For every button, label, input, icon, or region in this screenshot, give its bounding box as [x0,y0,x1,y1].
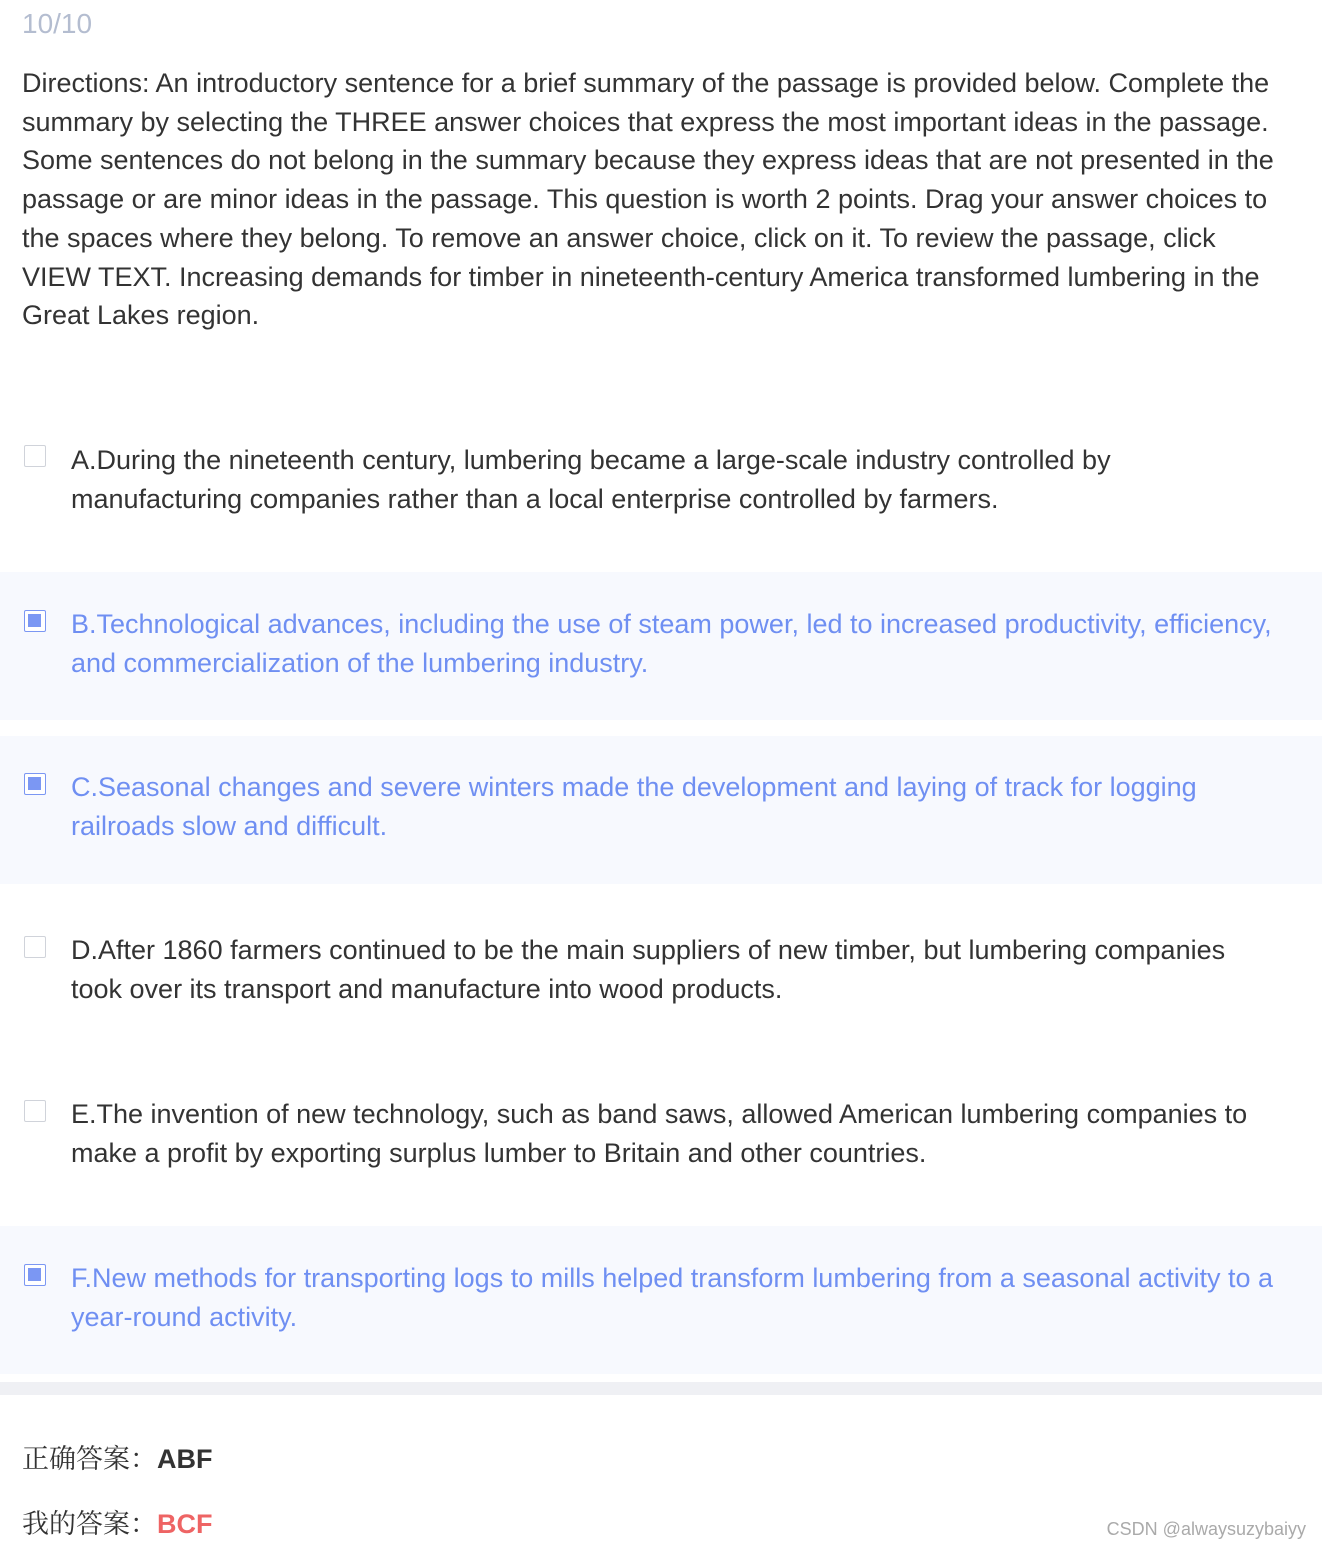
my-answer-label: 我的答案： [22,1509,157,1539]
option-a[interactable] [0,408,1322,556]
correct-answer-value: ABF [157,1444,213,1474]
option-d[interactable] [0,899,1322,1047]
checkbox-d[interactable] [24,936,46,958]
option-e-text: E.The invention of new technology, such as band saws, allowed American lumbering companies to make a profit by exporting surplus lumber to Britain and other countries. [71,1099,1248,1168]
question-progress: 10/10 [22,8,93,39]
checkbox-a[interactable] [24,445,46,467]
watermark: CSDN @alwaysuzybaiyy [1106,1519,1306,1539]
checkbox-f[interactable] [24,1264,46,1286]
my-answer-value: BCF [157,1509,213,1539]
my-answer [22,1502,213,1541]
option-c-text: C.Seasonal changes and severe winters made the development and laying of track for logging railroads slow and difficult. [71,772,1197,841]
option-e[interactable] [0,1063,1322,1211]
option-f[interactable] [0,1226,1322,1374]
option-a-text: A.During the nineteenth century, lumbering became a large-scale industry controlled by manufacturing companies rather than a local enterprise controlled by farmers. [71,445,1111,514]
option-d-text: D.After 1860 farmers continued to be the main suppliers of new timber, but lumbering companies took over its transport and manufacture into wood products. [71,935,1226,1004]
checkbox-b[interactable] [24,610,46,632]
option-b[interactable] [0,572,1322,720]
option-f-text: F.New methods for transporting logs to mills helped transform lumbering from a seasonal activity to a year-round activity. [71,1263,1274,1332]
checkbox-c[interactable] [24,773,46,795]
correct-answer-label: 正确答案： [22,1444,157,1474]
section-divider [0,1382,1322,1395]
directions-text: Directions: An introductory sentence for a brief summary of the passage is provided below. Complete the summary by selecting the THREE answer choices that express the most important ideas in the passage. Some sentences do not belong in the summary because they express ideas that are not presented in the passage or are minor ideas in the passage. This question is worth 2 points. Drag your answer choices to the spaces where they belong. To remove an answer choice, click on it. To review the passage, click VIEW TEXT. Increasing demands for timber in nineteenth-century America transformed lumbering in the Great Lakes region. [22,68,1274,331]
option-b-text: B.Technological advances, including the use of steam power, led to increased productivity, efficiency, and commercialization of the lumbering industry. [71,609,1272,678]
correct-answer [22,1437,213,1476]
checkbox-e[interactable] [24,1100,46,1122]
option-c[interactable] [0,736,1322,884]
